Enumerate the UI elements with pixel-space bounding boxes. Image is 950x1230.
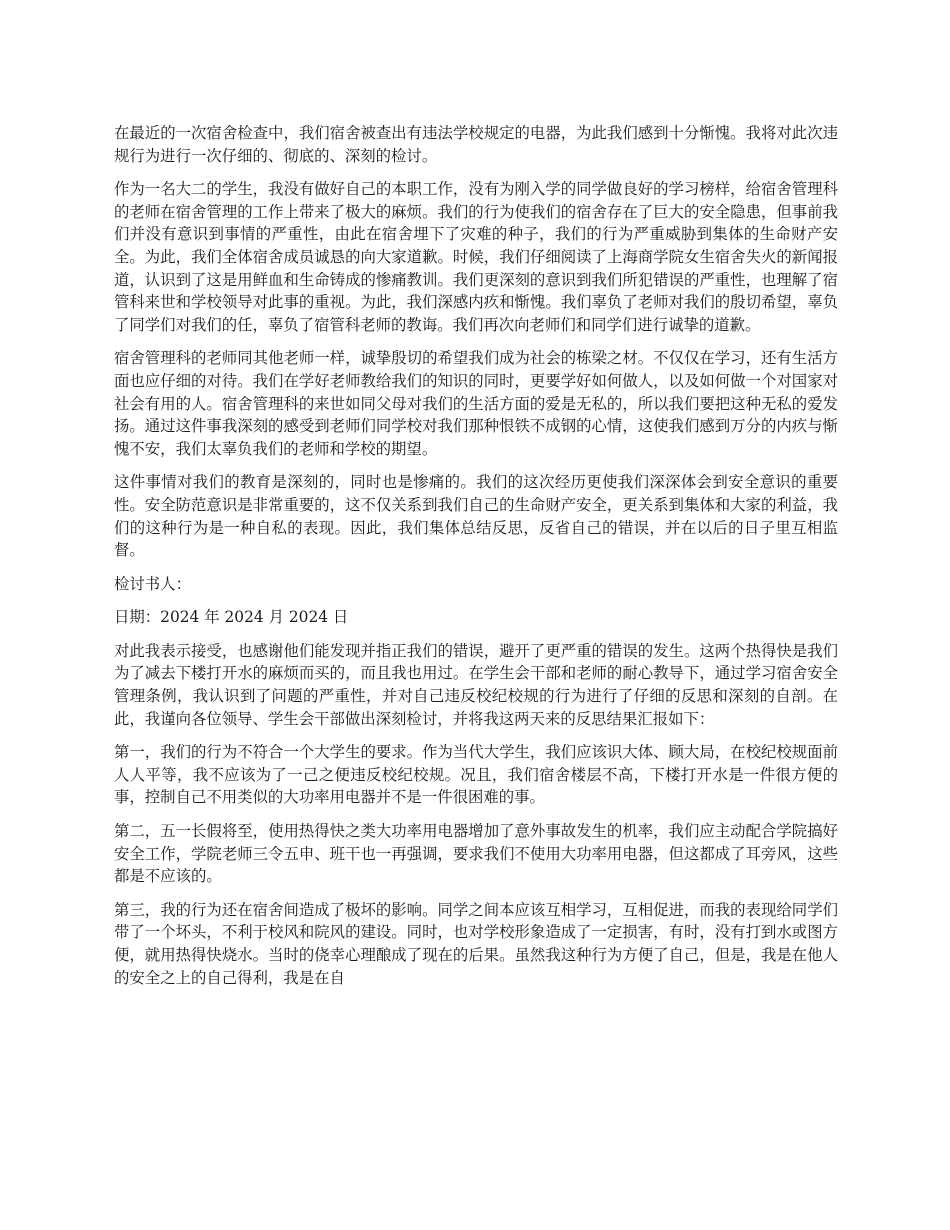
- document-body: [114, 122, 838, 1000]
- paragraph-apology: 作为一名大二的学生，我没有做好自己的本职工作，没有为刚入学的同学做良好的学习榜样，给宿舍管理科的老师在宿舍管理的工作上带来了极大的麻烦。我们的行为使我们的宿舍存在了巨大的安全隐患，但事前我们并没有意识到事情的严重性，由此在宿舍埋下了灾难的种子，我们的行为严重威胁到集体的生命财产安全。为此，我们全体宿舍成员诚恳的向大家道歉。时候，我们仔细阅读了上海商学院女生宿舍失火的新闻报道，认识到了这是用鲜血和生命铸成的惨痛教训。我们更深刻的意识到我们所犯错误的严重性，也理解了宿管科来世和学校领导对此事的重视。为此，我们深感内疚和惭愧。我们辜负了老师对我们的殷切希望，辜负了同学们对我们的任，辜负了宿管科老师的教诲。我们再次向老师们和同学们进行诚挚的道歉。: [114, 180, 838, 334]
- paragraph-lesson: 这件事情对我们的教育是深刻的，同时也是惨痛的。我们的这次经历更使我们深深体会到安全意识的重要性。安全防范意识是非常重要的，这不仅关系到我们自己的生命财产安全，更关系到集体和大家的利益，我们的这种行为是一种自私的表现。因此，我们集体总结反思，反省自己的错误，并在以后的日子里互相监督。: [114, 473, 838, 560]
- paragraph-point-three: 第三，我的行为还在宿舍间造成了极坏的影响。同学之间本应该互相学习，互相促进，而我的表现给同学们带了一个坏头，不利于校风和院风的建设。同时，也对学校形象造成了一定损害，有时，没有打到水或图方便，就用热得快烧水。当时的侥幸心理酿成了现在的后果。虽然我这种行为方便了自己，但是，我是在他人的安全之上的自己得利，我是在自: [114, 900, 838, 987]
- signature-line: 检讨书人：: [114, 574, 191, 593]
- paragraph-teachers: 宿舍管理科的老师同其他老师一样，诚挚殷切的希望我们成为社会的栋梁之材。不仅仅在学习，还有生活方面也应仔细的对待。我们在学好老师教给我们的知识的同时，更要学好如何做人，以及如何做一个对国家对社会有用的人。宿舍管理科的来世如同父母对我们的生活方面的爱是无私的，所以我们要把这种无私的爱发扬。通过这件事我深刻的感受到老师们同学校对我们那种恨铁不成钢的心情，这使我们感到万分的内疚与惭愧不安，我们太辜负我们的老师和学校的期望。: [114, 349, 838, 458]
- paragraph-point-one: 第一，我们的行为不符合一个大学生的要求。作为当代大学生，我们应该识大体、顾大局，在校纪校规面前人人平等，我不应该为了一己之便违反校纪校规。况且，我们宿舍楼层不高，下楼打开水是一件很方便的事，控制自己不用类似的大功率用电器并不是一件很困难的事。: [114, 743, 838, 807]
- paragraph-point-two: 第二，五一长假将至，使用热得快之类大功率用电器增加了意外事故发生的机率，我们应主动配合学院搞好安全工作，学院老师三令五申、班干也一再强调，要求我们不使用大功率用电器，但这都成了耳旁风，这些都是不应该的。: [114, 822, 838, 886]
- paragraph-acceptance: 对此我表示接受，也感谢他们能发现并指正我们的错误，避开了更严重的错误的发生。这两个热得快是我们为了减去下楼打开水的麻烦而买的，而且我也用过。在学生会干部和老师的耐心教导下，通过学习宿舍安全管理条例，我认识到了问题的严重性，并对自己违反校纪校规的行为进行了仔细的反思和深刻的自剖。在此，我谨向各位领导、学生会干部做出深刻检讨，并将我这两天来的反思结果汇报如下：: [114, 641, 838, 728]
- date-line: 日期：2024 年 2024 月 2024 日: [114, 608, 349, 627]
- paragraph-intro: 在最近的一次宿舍检查中，我们宿舍被查出有违法学校规定的电器，为此我们感到十分惭愧。我将对此次违规行为进行一次仔细的、彻底的、深刻的检讨。: [114, 124, 838, 165]
